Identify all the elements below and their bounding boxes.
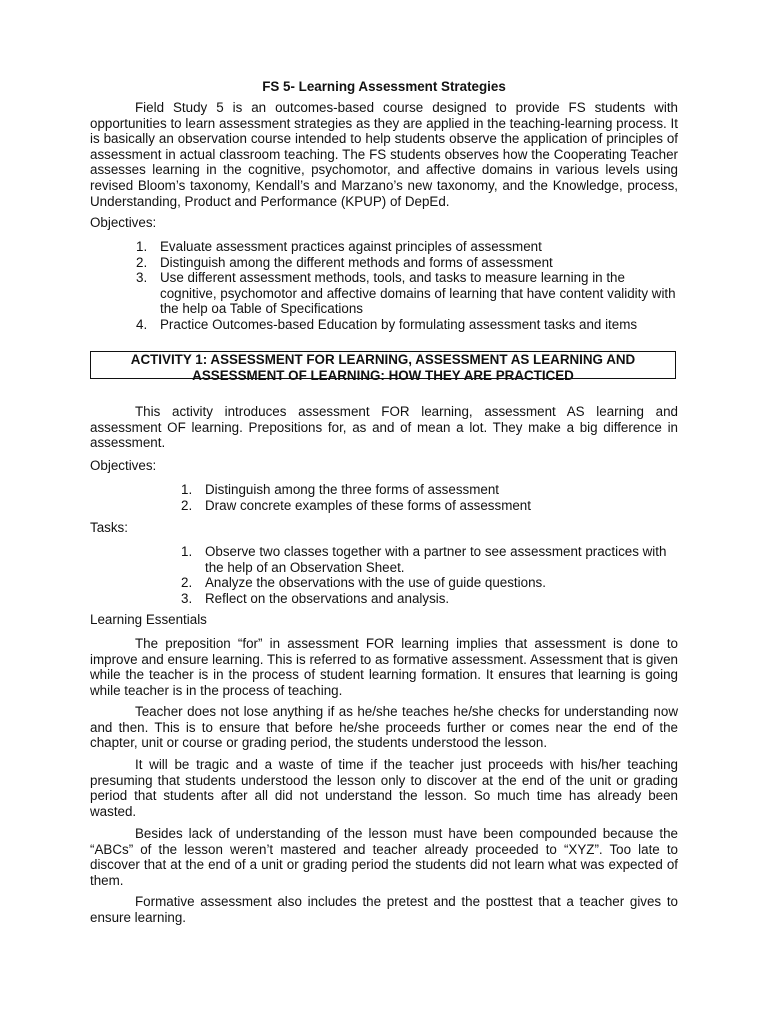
- tasks-label: Tasks:: [90, 520, 128, 535]
- list-item: 2. Distinguish among the different methods and forms of assessment: [136, 254, 553, 270]
- list-item: 2. Analyze the observations with the use of guide questions.: [181, 575, 546, 591]
- activity-heading-line2: ASSESSMENT OF LEARNING: HOW THEY ARE PRACTICED: [192, 367, 574, 383]
- activity-objectives-label: Objectives:: [90, 458, 157, 473]
- essentials-paragraph-4: Besides lack of understanding of the lesson must have been compounded because the “ABCs” of the lesson weren’t mastered and teacher already proceeded to “XYZ”. Too late to discover that at the end of a unit or grading period the students did not learn what was expected of them.: [90, 826, 678, 888]
- document-title: FS 5- Learning Assessment Strategies: [262, 79, 506, 94]
- list-item: 3. Use different assessment methods, tools, and tasks to measure learning in the cognitive, psychomotor and affective domains of learning that have content validity with the help oa Table of Specifications: [136, 270, 676, 317]
- learning-essentials-label: Learning Essentials: [90, 612, 207, 627]
- list-item: 4. Practice Outcomes-based Education by formulating assessment tasks and items: [136, 316, 638, 332]
- activity-objectives-list: [181, 482, 678, 513]
- list-item: 1. Evaluate assessment practices against principles of assessment: [136, 239, 542, 254]
- list-item: 2. Draw concrete examples of these forms of assessment: [181, 497, 531, 513]
- objectives-list: [136, 239, 678, 333]
- essentials-paragraph-3: It will be tragic and a waste of time if the teacher just proceeds with his/her teaching presuming that students understood the lesson only to discover at the end of the unit or grading period that students after all did not understand the lesson. So much time has already been wasted.: [90, 757, 678, 819]
- objectives-label: Objectives:: [90, 215, 157, 230]
- activity-heading-line1: ACTIVITY 1: ASSESSMENT FOR LEARNING, ASSESSMENT AS LEARNING AND: [130, 352, 636, 367]
- activity-heading-box: [90, 351, 676, 383]
- activity-intro: This activity introduces assessment FOR learning, assessment AS learning and assessment OF learning. Prepositions for, as and of mean a lot. They make a big difference in assessment.: [90, 404, 678, 451]
- essentials-paragraph-2: Teacher does not lose anything if as he/she teaches he/she checks for understanding now and then. This is to ensure that before he/she proceeds further or comes near the end of the chapter, unit or course or grading period, the students understood the lesson.: [90, 704, 678, 751]
- list-item: 1. Observe two classes together with a partner to see assessment practices with the help of an Observation Sheet.: [181, 544, 667, 575]
- list-item: 1. Distinguish among the three forms of assessment: [181, 482, 499, 497]
- list-item: 3. Reflect on the observations and analysis.: [181, 590, 450, 606]
- essentials-paragraph-5: Formative assessment also includes the pretest and the posttest that a teacher gives to ensure learning.: [90, 894, 678, 925]
- essentials-paragraph-1: The preposition “for” in assessment FOR learning implies that assessment is done to improve and ensure learning. This is referred to as formative assessment. Assessment that is given while the teacher is in the process of student learning formation. It ensures that learning is going while teacher is in the process of teaching.: [90, 636, 678, 698]
- tasks-list: [181, 544, 678, 606]
- intro-paragraph: Field Study 5 is an outcomes-based course designed to provide FS students with opportunities to learn assessment strategies as they are applied in the teaching-learning process. It is basically an observation course intended to help students observe the application of principles of assessment in actual classroom teaching. The FS students observes how the Cooperating Teacher assesses learning in the cognitive, psychomotor, and affective domains in various levels using revised Bloom’s taxonomy, Kendall’s and Marzano’s new taxonomy, and the Knowledge, process, Understanding, Product and Performance (KPUP) of DepEd.: [90, 100, 678, 209]
